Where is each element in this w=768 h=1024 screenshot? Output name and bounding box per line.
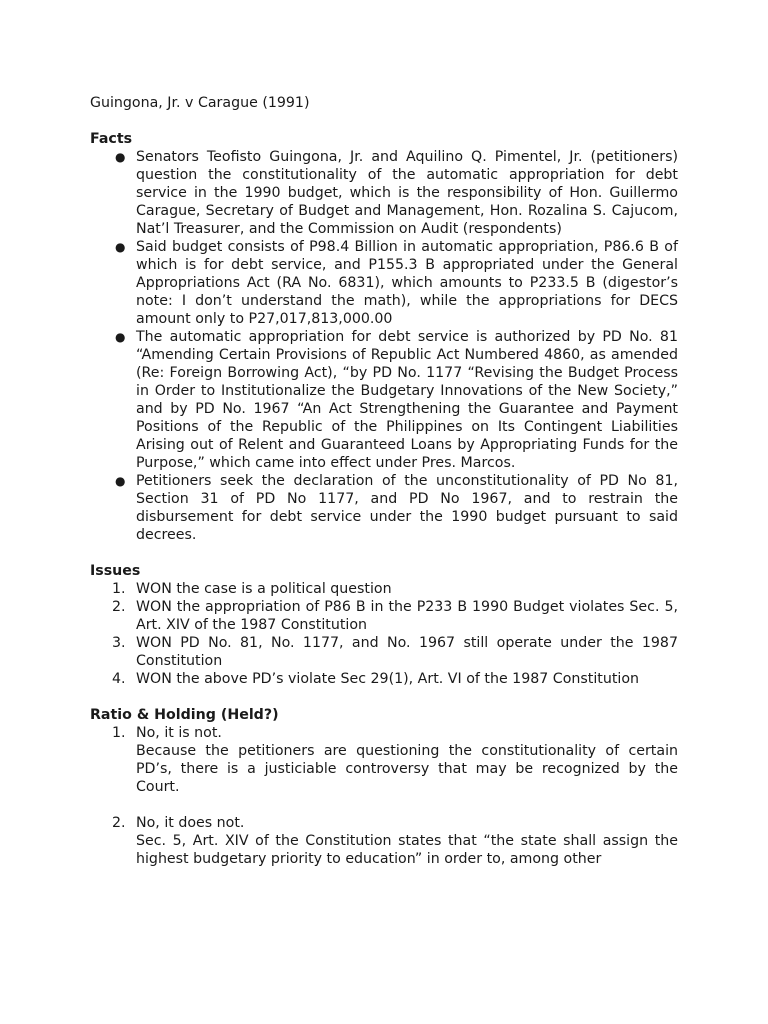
list-item: [90, 670, 678, 688]
item-number: 1.: [112, 581, 126, 597]
bullet-icon: ●: [115, 474, 126, 488]
list-item: [90, 238, 678, 328]
holding-answer: No, it is not.: [136, 725, 222, 741]
bullet-icon: ●: [115, 240, 126, 254]
holding-answer: No, it does not.: [136, 815, 245, 831]
issue-text: WON PD No. 81, No. 1177, and No. 1967 still operate under the 1987 Constitution: [136, 635, 678, 669]
item-number: 2.: [112, 815, 126, 831]
issue-text: WON the appropriation of P86 B in the P233 B 1990 Budget violates Sec. 5, Art. XIV of the 1987 Constitution: [136, 599, 678, 633]
fact-text: Senators Teofisto Guingona, Jr. and Aquilino Q. Pimentel, Jr. (petitioners) question the constitutionality of the automatic appropriation for debt service in the 1990 budget, which is the responsibility of Hon. Guillermo Carague, Secretary of Budget and Management, Hon. Rozalina S. Cajucom, Nat’l Treasurer, and the Commission on Audit (respondents): [136, 149, 678, 237]
list-item: [90, 814, 678, 868]
list-item: [90, 598, 678, 634]
item-number: 1.: [112, 725, 126, 741]
item-number: 4.: [112, 671, 126, 687]
fact-text: Said budget consists of P98.4 Billion in automatic appropriation, P86.6 B of which is for debt service, and P155.3 B appropriated under the General Appropriations Act (RA No. 6831), which amounts to P233.5 B (digestor’s note: I don’t understand the math), while the appropriations for DECS amount only to P27,017,813,000.00: [136, 239, 678, 327]
issue-text: WON the case is a political question: [136, 581, 392, 597]
list-item: [90, 634, 678, 670]
issue-text: WON the above PD’s violate Sec 29(1), Art. VI of the 1987 Constitution: [136, 671, 640, 687]
issues-list: [90, 580, 678, 688]
bullet-icon: ●: [115, 330, 126, 344]
list-item: [90, 580, 678, 598]
fact-text: The automatic appropriation for debt service is authorized by PD No. 81 “Amending Certain Provisions of Republic Act Numbered 4860, as amended (Re: Foreign Borrowing Act), “by PD No. 1177 “Revising the Budget Process in Order to Institutionalize the Budgetary Innovations of the New Society,” and by PD No. 1967 “An Act Strengthening the Guarantee and Payment Positions of the Republic of the Philippines on Its Contingent Liabilities Arising out of Relent and Guaranteed Loans by Appropriating Funds for the Purpose,” which came into effect under Pres. Marcos.: [136, 329, 678, 471]
list-item: [90, 724, 678, 796]
ratio-heading: Ratio & Holding (Held?): [90, 707, 279, 723]
list-item: [90, 328, 678, 472]
item-number: 2.: [112, 599, 126, 615]
item-number: 3.: [112, 635, 126, 651]
facts-list: [90, 148, 678, 544]
fact-text: Petitioners seek the declaration of the unconstitutionality of PD No 81, Section 31 of PD No 1177, and PD No 1967, and to restrain the disbursement for debt service under the 1990 budget pursuant to said decrees.: [136, 473, 678, 543]
case-title: Guingona, Jr. v Carague (1991): [90, 95, 310, 111]
facts-heading: Facts: [90, 131, 133, 147]
issues-heading: Issues: [90, 563, 141, 579]
bullet-icon: ●: [115, 150, 126, 164]
ratio-list: [90, 724, 678, 868]
list-item: [90, 148, 678, 238]
document-body: [90, 94, 678, 886]
list-item: [90, 472, 678, 544]
holding-explanation: Because the petitioners are questioning the constitutionality of certain PD’s, there is a justiciable controversy that may be recognized by the Court.: [136, 743, 678, 795]
holding-explanation: Sec. 5, Art. XIV of the Constitution states that “the state shall assign the highest budgetary priority to education” in order to, among other: [136, 833, 678, 867]
